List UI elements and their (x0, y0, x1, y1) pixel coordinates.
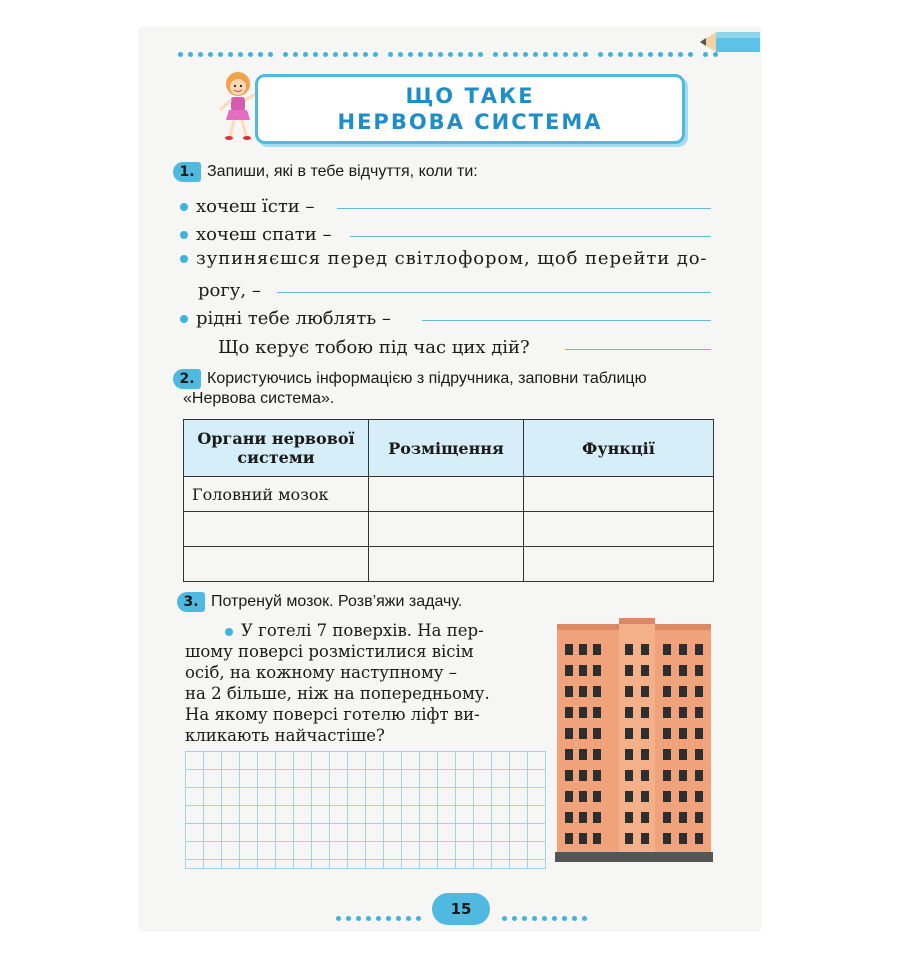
table-cell: Головний мозок (184, 477, 369, 512)
task1-item-4 (180, 308, 391, 329)
page-number: 15 (432, 893, 490, 925)
table-header-row (184, 420, 714, 477)
window-icon (625, 686, 633, 697)
answer-grid[interactable] (185, 751, 546, 869)
girl-illustration (216, 70, 260, 142)
window-icon (663, 833, 671, 844)
header-functions: Функції (524, 420, 714, 477)
title-line-2: НЕРВОВА СИСТЕМА (337, 110, 603, 134)
table-cell[interactable] (524, 512, 714, 547)
table-cell[interactable] (184, 512, 369, 547)
window-icon (695, 644, 703, 655)
top-dotted-line (178, 42, 723, 48)
window-icon (579, 812, 587, 823)
window-icon (565, 665, 573, 676)
window-icon (565, 644, 573, 655)
bullet-icon (225, 628, 233, 636)
window-icon (579, 791, 587, 802)
window-icon (565, 686, 573, 697)
window-icon (679, 833, 687, 844)
window-icon (695, 665, 703, 676)
problem-line: кликають найчастіше? (185, 726, 385, 745)
window-icon (641, 644, 649, 655)
bullet-icon (180, 315, 188, 323)
window-icon (625, 644, 633, 655)
item-text: хочеш спати – (196, 224, 332, 245)
window-icon (679, 665, 687, 676)
window-icon (679, 791, 687, 802)
answer-line[interactable] (277, 292, 711, 293)
window-icon (579, 749, 587, 760)
window-icon (679, 812, 687, 823)
window-icon (641, 728, 649, 739)
table-cell[interactable] (369, 547, 524, 582)
window-icon (641, 833, 649, 844)
window-icon (565, 749, 573, 760)
window-icon (663, 686, 671, 697)
window-icon (593, 707, 601, 718)
item-text: зупиняєшся перед світлофором, щоб перейти до- (196, 248, 708, 269)
window-icon (679, 707, 687, 718)
item-text: хочеш їсти – (196, 196, 315, 217)
task2-number: 2. (173, 369, 201, 389)
window-icon (625, 665, 633, 676)
window-icon (695, 728, 703, 739)
window-icon (565, 707, 573, 718)
task1-prompt (173, 162, 478, 182)
answer-line[interactable] (565, 349, 711, 350)
window-icon (593, 770, 601, 781)
window-icon (679, 686, 687, 697)
table-cell[interactable] (369, 512, 524, 547)
window-icon (663, 644, 671, 655)
nervous-system-table (183, 419, 714, 582)
bullet-icon (180, 255, 188, 263)
window-icon (593, 833, 601, 844)
task1-item-3-cont (198, 280, 261, 301)
task3-prompt (177, 592, 462, 612)
problem-line: на 2 більше, ніж на попередньому. (185, 684, 490, 703)
window-icon (695, 686, 703, 697)
task3-prompt-text: Потренуй мозок. Розв’яжи задачу. (211, 593, 463, 610)
table-cell[interactable] (524, 477, 714, 512)
task2-prompt-line2: «Нервова система». (183, 390, 335, 407)
window-icon (679, 749, 687, 760)
window-icon (579, 728, 587, 739)
task1-prompt-text: Запиши, які в тебе відчуття, коли ти: (207, 163, 478, 180)
window-icon (663, 749, 671, 760)
window-icon (663, 728, 671, 739)
window-icon (625, 791, 633, 802)
title-line-1: ЩО ТАКЕ (405, 84, 535, 108)
window-icon (695, 791, 703, 802)
window-icon (593, 812, 601, 823)
item-text: рогу, – (198, 280, 261, 301)
window-icon (565, 770, 573, 781)
bullet-icon (180, 203, 188, 211)
window-icon (625, 728, 633, 739)
table-row (184, 477, 714, 512)
window-icon (641, 770, 649, 781)
task1-item-1 (180, 196, 315, 217)
window-icon (625, 749, 633, 760)
window-icon (579, 833, 587, 844)
window-icon (593, 644, 601, 655)
hotel-building-illustration (555, 614, 715, 864)
header-location: Розміщення (369, 420, 524, 477)
table-cell[interactable] (524, 547, 714, 582)
pencil-icon (698, 28, 760, 56)
bottom-dotted-line-left (336, 906, 426, 912)
window-icon (625, 833, 633, 844)
problem-line: На якому поверсі готелю ліфт ви- (185, 705, 480, 724)
table-cell[interactable] (184, 547, 369, 582)
answer-line[interactable] (337, 208, 711, 209)
bullet-icon (180, 231, 188, 239)
window-icon (663, 791, 671, 802)
window-icon (679, 644, 687, 655)
page-title (255, 74, 685, 144)
window-icon (565, 833, 573, 844)
task1-item-2 (180, 224, 331, 245)
task2-prompt (173, 369, 647, 389)
window-icon (695, 749, 703, 760)
window-icon (593, 665, 601, 676)
header-organs: Органи нервової системи (184, 420, 369, 477)
table-cell[interactable] (369, 477, 524, 512)
answer-line[interactable] (350, 236, 711, 237)
window-icon (641, 686, 649, 697)
window-icon (593, 791, 601, 802)
window-icon (695, 707, 703, 718)
window-icon (579, 686, 587, 697)
window-icon (641, 707, 649, 718)
task1-item-3 (180, 248, 720, 269)
window-icon (579, 644, 587, 655)
window-icon (593, 686, 601, 697)
window-icon (579, 707, 587, 718)
window-icon (679, 728, 687, 739)
table-row (184, 512, 714, 547)
window-icon (695, 812, 703, 823)
window-icon (663, 812, 671, 823)
window-icon (679, 770, 687, 781)
window-icon (579, 665, 587, 676)
window-icon (593, 749, 601, 760)
window-icon (663, 707, 671, 718)
window-icon (663, 770, 671, 781)
answer-line[interactable] (422, 320, 711, 321)
window-icon (625, 770, 633, 781)
window-icon (625, 707, 633, 718)
window-icon (663, 665, 671, 676)
problem-line: шому поверсі розмістилися вісім (185, 642, 474, 661)
window-icon (641, 749, 649, 760)
window-icon (641, 812, 649, 823)
window-icon (641, 791, 649, 802)
problem-line: осіб, на кожному наступному – (185, 663, 457, 682)
window-icon (579, 770, 587, 781)
table-row (184, 547, 714, 582)
window-icon (593, 728, 601, 739)
problem-line (185, 620, 545, 641)
window-icon (565, 812, 573, 823)
window-icon (641, 665, 649, 676)
task1-question: Що керує тобою під час цих дій? (218, 337, 530, 358)
window-icon (695, 770, 703, 781)
window-icon (565, 791, 573, 802)
task3-problem (185, 620, 545, 746)
item-text: рідні тебе люблять – (196, 308, 391, 329)
window-icon (625, 812, 633, 823)
task2-prompt-text: Користуючись інформацією з підручника, заповни таблицю (207, 370, 647, 387)
problem-text: У готелі 7 поверхів. На пер- (241, 621, 484, 640)
task1-number: 1. (173, 162, 201, 182)
window-icon (695, 833, 703, 844)
task3-number: 3. (177, 592, 205, 612)
bottom-dotted-line-right (502, 906, 592, 912)
window-icon (565, 728, 573, 739)
workbook-page (140, 28, 760, 930)
